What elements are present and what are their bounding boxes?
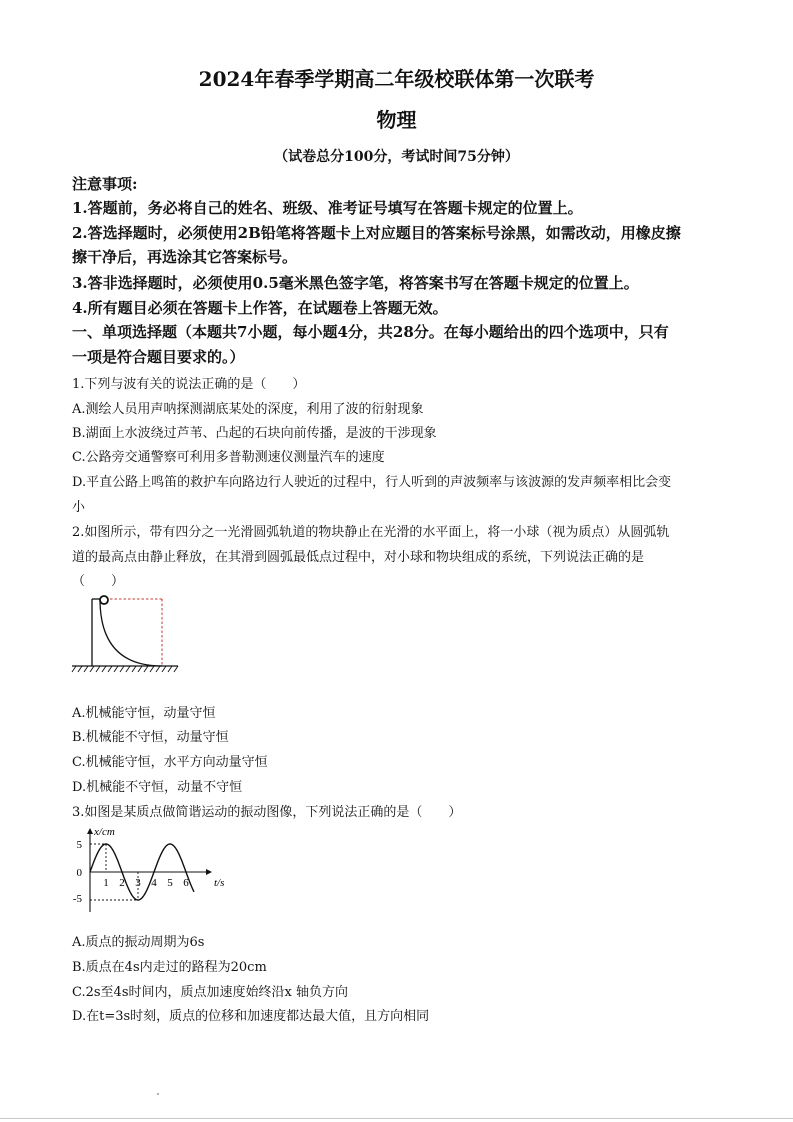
x-tick-label: 6 <box>183 877 189 889</box>
q1-option-b: B.湖面上水波绕过芦苇、凸起的石块向前传播，是波的干涉现象 <box>72 426 437 441</box>
q2-option-a: A.机械能守恒，动量守恒 <box>72 706 216 721</box>
x-axis-arrow <box>206 869 212 875</box>
q3-option-c: C.2s至4s时间内，质点加速度始终沿x 轴负方向 <box>72 985 348 1000</box>
q3-option-b: B.质点在4s内走过的路程为20cm <box>72 960 267 975</box>
y-axis-arrow <box>87 828 93 834</box>
x-tick-label: 1 <box>103 877 109 889</box>
q3-stem: 3.如图是某质点做简谐运动的振动图像，下列说法正确的是（ ） <box>72 805 462 820</box>
section-heading: 一、单项选择题（本题共7小题，每小题4分，共28分。在每小题给出的四个选项中，只有 <box>72 323 669 341</box>
bottom-rule <box>0 1118 793 1119</box>
y-axis-label: x/cm <box>94 826 115 838</box>
q1-option-a: A.测绘人员用声呐探测湖底某处的深度，利用了波的衍射现象 <box>72 402 424 417</box>
q1-option-d: D.平直公路上鸣笛的救护车向路边行人驶近的过程中，行人听到的声波频率与该波源的发声频率相比会变 <box>72 475 672 490</box>
notice-item-1: 1.答题前，务必将自己的姓名、班级、准考证号填写在答题卡规定的位置上。 <box>72 199 583 217</box>
q3-option-d: D.在t=3s时刻，质点的位移和加速度都达最大值，且方向相同 <box>72 1009 430 1024</box>
exam-info: （试卷总分100分，考试时间75分钟） <box>274 149 519 165</box>
q1-option-d-cont: 小 <box>72 500 86 515</box>
notice-item-4: 4.所有题目必须在答题卡上作答，在试题卷上答题无效。 <box>72 299 448 317</box>
notice-item-2: 2.答选择题时，必须使用2B铅笔将答题卡上对应题目的答案标号涂黑，如需改动，用橡皮擦 <box>72 224 681 242</box>
x-tick-label: 4 <box>151 877 157 889</box>
q3-option-a: A.质点的振动周期为6s <box>72 935 205 950</box>
y-tick-pos: 5 <box>76 839 82 851</box>
exam-title: 2024年春季学期高二年级校联体第一次联考 <box>198 67 595 91</box>
q2-option-c: C.机械能守恒，水平方向动量守恒 <box>72 755 268 770</box>
q2-stem: 2.如图所示，带有四分之一光滑圆弧轨道的物块静止在光滑的水平面上，将一小球（视为质点）从圆弧轨 <box>72 525 670 540</box>
arc-track <box>100 599 162 666</box>
q2-option-b: B.机械能不守恒，动量守恒 <box>72 730 229 745</box>
page-speck <box>157 1093 159 1095</box>
ball <box>100 596 108 604</box>
q3-vibration-graph <box>72 824 242 916</box>
q2-option-d: D.机械能不守恒，动量不守恒 <box>72 780 243 795</box>
y-tick-zero: 0 <box>76 867 82 879</box>
x-tick-label: 3 <box>135 877 141 889</box>
notice-heading: 注意事项: <box>72 175 138 193</box>
y-tick-neg: -5 <box>72 893 82 905</box>
q1-stem: 1.下列与波有关的说法正确的是（ ） <box>72 377 306 392</box>
x-tick-labels <box>103 877 189 889</box>
x-tick-label: 2 <box>119 877 125 889</box>
notice-item-3: 3.答非选择题时，必须使用0.5毫米黑色签字笔，将答案书写在答题卡规定的位置上。 <box>72 274 639 292</box>
x-axis-label: t/s <box>214 877 225 889</box>
q2-answer-paren: （ ） <box>72 574 125 589</box>
subject-title: 物理 <box>376 108 417 132</box>
x-tick-label: 5 <box>167 877 173 889</box>
section-heading-cont: 一项是符合题目要求的。） <box>72 348 245 366</box>
q2-track-figure <box>70 592 180 674</box>
q2-stem-cont: 道的最高点由静止释放，在其滑到圆弧最低点过程中，对小球和物块组成的系统，下列说法正确的是 <box>72 550 645 565</box>
q1-option-c: C.公路旁交通警察可利用多普勒测速仪测量汽车的速度 <box>72 450 385 465</box>
ground-hatching <box>72 666 178 672</box>
notice-item-2-cont: 擦干净后，再选涂其它答案标号。 <box>72 248 298 266</box>
